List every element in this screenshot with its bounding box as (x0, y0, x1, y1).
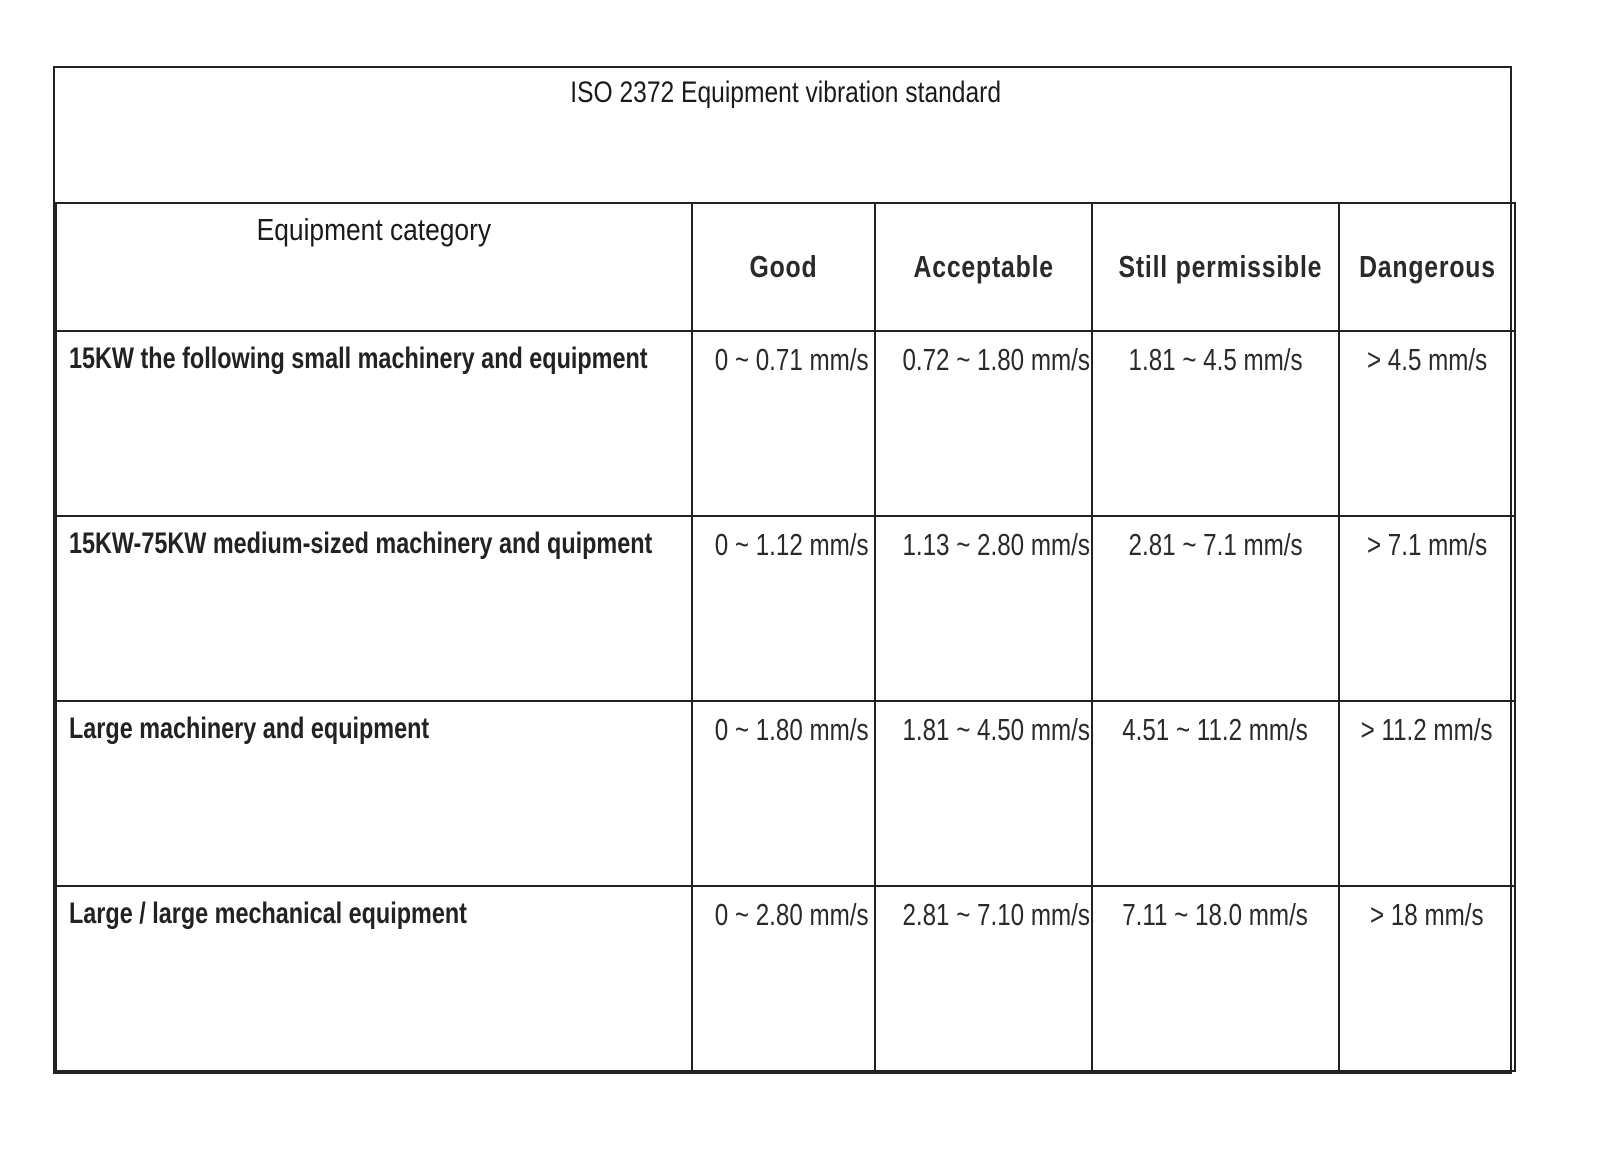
category-label: 15KW-75KW medium-sized machinery and quipment (69, 527, 653, 560)
table-row (56, 516, 1515, 701)
value-acceptable: 2.81 ~ 7.10 mm/s (902, 897, 1090, 932)
value-cell-still-permissible (1092, 701, 1339, 886)
value-cell-acceptable (875, 886, 1092, 1071)
title-cell (56, 68, 1515, 203)
header-still-permissible-label: Still permissible (1118, 249, 1323, 284)
header-row (56, 203, 1515, 331)
value-cell-dangerous (1339, 516, 1515, 701)
header-cell-good (692, 203, 875, 331)
value-cell-dangerous (1339, 701, 1515, 886)
value-good: 0 ~ 1.12 mm/s (714, 527, 869, 562)
value-acceptable: 1.81 ~ 4.50 mm/s (902, 712, 1090, 747)
value-cell-good (692, 701, 875, 886)
value-cell-dangerous (1339, 331, 1515, 516)
value-cell-still-permissible (1092, 331, 1339, 516)
value-cell-still-permissible (1092, 886, 1339, 1071)
header-cell-dangerous (1339, 203, 1515, 331)
category-cell (56, 886, 692, 1071)
value-dangerous: > 11.2 mm/s (1361, 712, 1493, 747)
category-cell (56, 331, 692, 516)
value-still-permissible: 7.11 ~ 18.0 mm/s (1122, 897, 1309, 932)
value-good: 0 ~ 1.80 mm/s (714, 712, 869, 747)
table-row (56, 886, 1515, 1071)
header-good-label: Good (749, 249, 818, 284)
value-acceptable: 1.13 ~ 2.80 mm/s (902, 527, 1090, 562)
table-row (56, 331, 1515, 516)
category-label: 15KW the following small machinery and equipment (69, 342, 648, 375)
vibration-standard-table (53, 66, 1512, 1074)
value-still-permissible: 4.51 ~ 11.2 mm/s (1122, 712, 1309, 747)
value-good: 0 ~ 0.71 mm/s (714, 342, 869, 377)
value-good: 0 ~ 2.80 mm/s (714, 897, 869, 932)
value-acceptable: 0.72 ~ 1.80 mm/s (902, 342, 1090, 377)
category-label: Large / large mechanical equipment (69, 897, 467, 930)
category-cell (56, 516, 692, 701)
value-cell-dangerous (1339, 886, 1515, 1071)
value-cell-acceptable (875, 701, 1092, 886)
value-still-permissible: 2.81 ~ 7.1 mm/s (1128, 527, 1303, 562)
header-acceptable-label: Acceptable (913, 249, 1054, 284)
value-cell-good (692, 516, 875, 701)
category-label: Large machinery and equipment (69, 712, 430, 745)
header-category-label: Equipment category (256, 212, 492, 247)
category-cell (56, 701, 692, 886)
header-cell-still-permissible (1092, 203, 1339, 331)
header-cell-acceptable (875, 203, 1092, 331)
header-dangerous-label: Dangerous (1358, 249, 1496, 284)
value-dangerous: > 7.1 mm/s (1366, 527, 1488, 562)
title-row (56, 68, 1515, 203)
table (55, 68, 1516, 1072)
header-cell-category (56, 203, 692, 331)
value-cell-acceptable (875, 331, 1092, 516)
table-row (56, 701, 1515, 886)
value-cell-good (692, 331, 875, 516)
table-title: ISO 2372 Equipment vibration standard (570, 76, 1001, 109)
value-dangerous: > 18 mm/s (1370, 897, 1484, 932)
value-dangerous: > 4.5 mm/s (1366, 342, 1488, 377)
value-cell-still-permissible (1092, 516, 1339, 701)
value-cell-good (692, 886, 875, 1071)
value-cell-acceptable (875, 516, 1092, 701)
value-still-permissible: 1.81 ~ 4.5 mm/s (1128, 342, 1303, 377)
